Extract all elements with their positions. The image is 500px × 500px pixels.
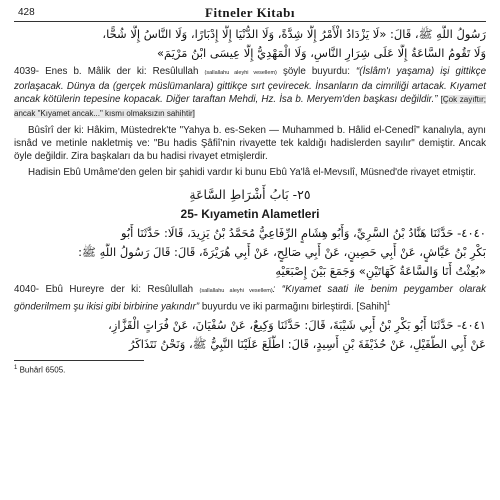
footnote-marker[interactable]: 1 <box>387 300 391 307</box>
hadith-4039-arabic <box>14 25 486 63</box>
section-title-turkish: 25- Kıyametin Alametleri <box>180 206 320 221</box>
hadith-ref: 4039- Enes b. Mâlik der ki: Resûlullah <box>14 66 199 77</box>
hadith-4040-translation <box>14 283 486 314</box>
footnote-text: Buhârî 6505. <box>19 365 66 375</box>
hadith-quote: “(İslâm'ı yaşama) işi gittikçe zorlaşacak. Dünya da (gerçek müslümanlara) gittikçe sırt çevirecek. İnsanların da cimriliği artacak. Kıyamet ancak kötülerin tepesine kopacak. Diğer taraftan Mehdi, Hz. İsa b. Meryem'den başkası değildir.” <box>14 66 487 106</box>
page-number: 428 <box>18 7 35 18</box>
arabic-line: ٤٠٤١- حَدَّثَنَا أَبُو بَكْرِ بْنُ أَبِي شَيْبَةَ، قَالَ: حَدَّثَنَا وَكِيعٌ، عَنْ سُفْيَانَ، عَنْ فُرَاتٍ الْقَزَّازِ، <box>108 318 486 333</box>
arabic-line: ٤٠٤٠- حَدَّثَنَا هَنَّادُ بْنُ السَّرِيِّ، وَأَبُو هِشَامٍ الرِّفَاعِيُّ مُحَمَّدُ بْنُ يَزِيدَ، قَالَا: حَدَّثَنَا أَبُو <box>121 225 486 240</box>
footnote-number: 1 <box>14 365 18 372</box>
footnote-divider <box>14 360 144 361</box>
arabic-line: «بُعِثْتُ أَنَا وَالسَّاعَةُ كَهَاتَيْنِ» وَجَمَعَ بَيْنَ إِصْبَعَيْهِ <box>275 263 486 278</box>
hadith-quote: : “Kıyamet saati ile benim peygamber olarak gönderilmem şu ikisi gibi birbirine yakındır” <box>14 283 486 313</box>
arabic-line: بَكْرِ بْنُ عَيَّاشٍ، عَنْ أَبِي حَصِينٍ، عَنْ أَبِي صَالِحٍ، عَنْ أَبِي هُرَيْرَةَ، قَالَ: قَالَ رَسُولُ اللَّهِ ﷺ: <box>78 244 486 259</box>
hadith-4039-translation <box>14 65 486 120</box>
commentary-paragraph: Bûsîrî der ki: Hâkim, Müstedrek'te "Yahya b. es-Seken — Muhammed b. Hâlid el-Cenedî" kanalıyla, aynı isnâd ve metinle nakletmiş ve: "Bu hadis Şâfiî'nin rivayette tek kaldığı hadislerden sayılır" demiştir. Ancak öyle değildir. Zira başkaları da bu hadisi rivayet etmişlerdir. <box>14 124 486 163</box>
salawat: (sallallahu aleyhi vesellem) <box>199 287 273 294</box>
footnote <box>14 363 486 376</box>
arabic-line: عَنْ أَبِي الطُّفَيْلِ، عَنْ حُذَيْفَةَ بْنِ أَسِيدٍ، قَالَ: اطَّلَعَ عَلَيْنَا النَّبِيُّ ﷺ، وَنَحْنُ نَتَذَاكَرُ <box>128 337 486 352</box>
spoke-text: şöyle buyurdu: <box>282 66 350 77</box>
section-title-arabic: ٢٥- بَابُ أَشْرَاطِ السَّاعَةِ <box>189 186 311 202</box>
commentary-paragraph: Hadisin Ebû Umâme'den gelen bir şahidi vardır ki bunu Ebû Ya'lâ el-Mevsılî, Müsned'de rivayet etmiştir. <box>28 167 476 179</box>
arabic-line: رَسُولُ اللَّهِ ﷺ، قَالَ: «لَا يَزْدَادُ الْأَمْرُ إِلَّا شِدَّةً، وَلَا الدُّنْيَا إِلَّا إِدْبَارًا، وَلَا النَّاسُ إِلَّا شُحًّا، <box>102 27 486 41</box>
grade-label: [Sahih] <box>356 301 388 313</box>
hadith-4040-arabic <box>14 224 486 281</box>
after-quote-text: buyurdu ve iki parmağını birleştirdi. <box>201 301 354 313</box>
hadith-ref: 4040- Ebû Hureyre der ki: Resûlullah <box>14 283 194 295</box>
hadith-4041-arabic <box>14 316 486 354</box>
page-header <box>14 4 486 22</box>
arabic-line: وَلَا تَقُومُ السَّاعَةُ إِلَّا عَلَى شِرَارِ النَّاسِ، وَلَا الْمَهْدِيُّ إِلَّا عِيسَى ابْنُ مَرْيَمَ» <box>157 46 486 60</box>
salawat: (sallallahu aleyhi vesellem) <box>204 70 277 76</box>
grade-note: [Çok zayıftır; ancak "Kıyamet ancak..." kısmı olmaksızın sahihtir] <box>14 95 486 118</box>
book-title: Fitneler Kitabı <box>205 5 295 20</box>
